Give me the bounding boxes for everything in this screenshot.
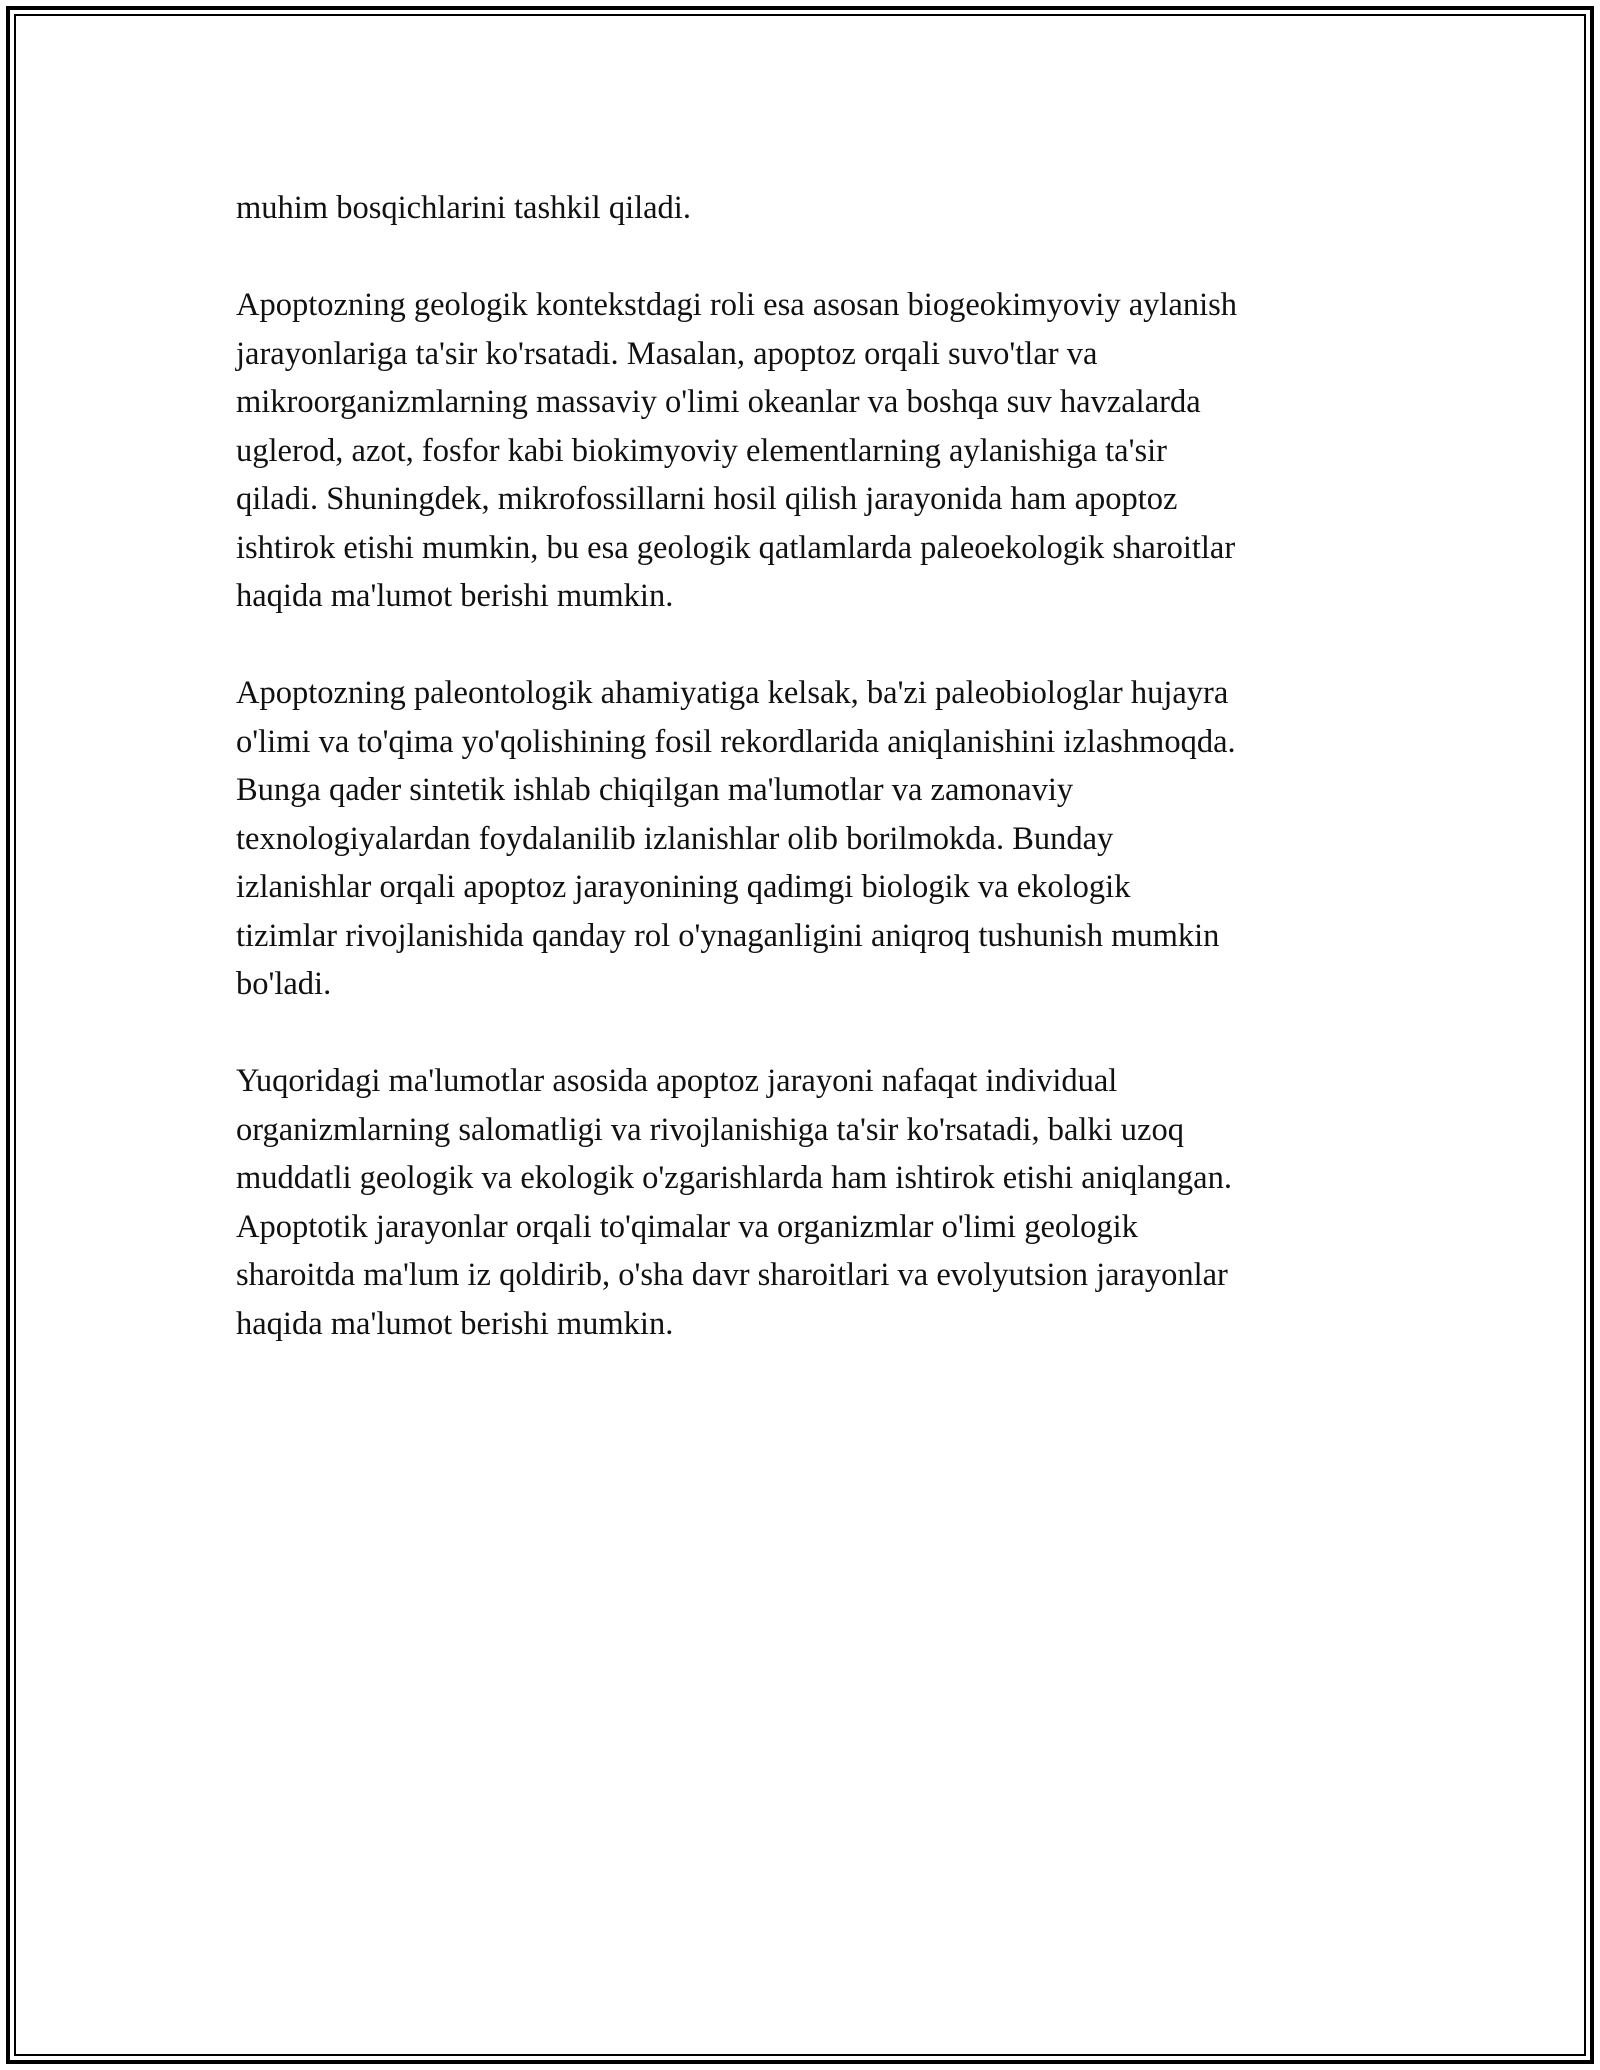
paragraph-conclusion — [236, 1057, 1386, 1348]
text-line: ishtirok etishi mumkin, bu esa geologik qatlamlarda paleoekologik sharoitlar — [236, 529, 1236, 566]
text-line: Yuqoridagi ma'lumotlar asosida apoptoz jarayoni nafaqat individual — [236, 1063, 1118, 1099]
text-line: jarayonlariga ta'sir ko'rsatadi. Masalan, apoptoz orqali suvo'tlar va — [236, 335, 1098, 372]
text-line: Apoptozning geologik kontekstdagi roli esa asosan biogeokimyoviy aylanish — [236, 287, 1238, 323]
text-line: o'limi va to'qima yo'qolishining fosil rekordlarida aniqlanishini izlashmoqda. — [236, 723, 1236, 760]
paragraph-geological-context — [236, 281, 1386, 621]
text-line: organizmlarning salomatligi va rivojlanishiga ta'sir ko'rsatadi, balki uzoq — [236, 1111, 1184, 1148]
paragraph-continuation — [236, 184, 1386, 233]
text-line: sharoitda ma'lum iz qoldirib, o'sha davr sharoitlari va evolyutsion jarayonlar — [236, 1257, 1228, 1293]
text-line: haqida ma'lumot berishi mumkin. — [236, 1305, 674, 1342]
paragraph-paleontological-significance — [236, 669, 1386, 1009]
text-line: Apoptozning paleontologik ahamiyatiga kelsak, ba'zi paleobiologlar hujayra — [236, 675, 1229, 711]
document-body — [236, 184, 1386, 1397]
text-line: Bunga qader sintetik ishlab chiqilgan ma'lumotlar va zamonaviy — [236, 772, 1074, 808]
text-line: uglerod, azot, fosfor kabi biokimyoviy elementlarning aylanishiga ta'sir — [236, 432, 1167, 469]
text-line: qiladi. Shuningdek, mikrofossillarni hosil qilish jarayonida ham apoptoz — [236, 481, 1178, 517]
text-line: Apoptotik jarayonlar orqali to'qimalar va organizmlar o'limi geologik — [236, 1208, 1138, 1245]
text-line: muhim bosqichlarini tashkil qiladi. — [236, 190, 691, 226]
text-line: tizimlar rivojlanishida qanday rol o'ynaganligini aniqroq tushunish mumkin — [236, 917, 1220, 954]
text-line: mikroorganizmlarning massaviy o'limi okeanlar va boshqa suv havzalarda — [236, 384, 1201, 420]
text-line: haqida ma'lumot berishi mumkin. — [236, 578, 674, 614]
text-line: texnologiyalardan foydalanilib izlanishlar olib borilmokda. Bunday — [236, 820, 1114, 857]
text-line: bo'ladi. — [236, 966, 332, 1002]
text-line: muddatli geologik va ekologik o'zgarishlarda ham ishtirok etishi aniqlangan. — [236, 1160, 1232, 1196]
text-line: izlanishlar orqali apoptoz jarayonining qadimgi biologik va ekologik — [236, 869, 1131, 905]
